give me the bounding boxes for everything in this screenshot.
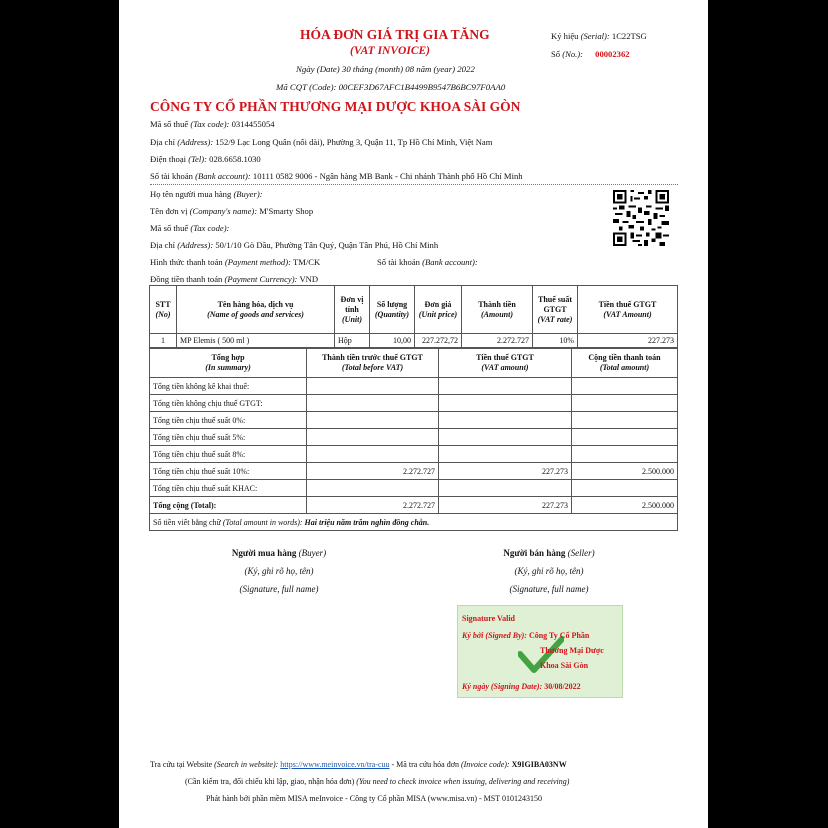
qr-code [613,190,669,246]
summary-header-total: Cộng tiền thanh toán (Total amount) [572,349,678,378]
summary-header-row [150,349,678,378]
buyer-bank-account: Số tài khoản (Bank account): [377,257,478,267]
item-name: MP Elemis ( 500 ml ) [177,334,335,348]
table-row: Tổng tiền chịu thuế suất 10%: 2.272.727 227.273 2.500.000 [150,463,678,480]
digital-signature-box [457,605,623,698]
header-amount: Thành tiền (Amount) [462,286,533,334]
lookup-link[interactable]: https://www.meinvoice.vn/tra-cuu [280,760,390,769]
buyer-name: Họ tên người mua hàng (Buyer): [150,189,263,199]
seller-tax-code: Mã số thuế (Tax code): 0314455054 [150,119,275,129]
table-row [150,334,678,348]
summary-header-before: Thành tiền trước thuế GTGT (Total before VAT) [307,349,439,378]
invoice-title: HÓA ĐƠN GIÁ TRỊ GIA TĂNG [300,27,490,42]
buyer-company: Tên đơn vị (Company's name): M'Smarty Shop [150,206,314,216]
item-qty: 10,00 [370,334,415,348]
header-qty: Số lượng (Quantity) [370,286,415,334]
items-header-row [150,286,678,334]
table-row: Tổng tiền không kê khai thuế: [150,378,678,395]
table-row: Tổng tiền chịu thuế suất 0%: [150,412,678,429]
item-unit: Hộp [335,334,370,348]
items-table [149,285,678,348]
seller-signature-block: Người bán hàng (Seller) (Ký, ghi rõ họ, tên) (Signature, full name) [503,548,595,594]
summary-header-label: Tổng hợp (In summary) [150,349,307,378]
header-name: Tên hàng hóa, dịch vụ (Name of goods and services) [177,286,335,334]
amount-in-words-row: Số tiền viết bằng chữ (Total amount in words): Hai triệu năm trăm nghìn đồng chẵn. [150,514,678,531]
header-unit: Đơn vị tính (Unit) [335,286,370,334]
buyer-signature-block: Người mua hàng (Buyer) (Ký, ghi rõ họ, tên) (Signature, full name) [231,548,327,594]
table-row: Tổng tiền chịu thuế suất KHAC: [150,480,678,497]
invoice-date: Ngày (Date) 30 tháng (month) 08 năm (year) 2022 [296,64,475,74]
item-vat-amount: 227.273 [578,334,678,348]
invoice-subtitle: (VAT INVOICE) [350,45,430,57]
table-row: Tổng tiền không chịu thuế GTGT: [150,395,678,412]
header-vat-amount: Tiền thuế GTGT (VAT Amount) [578,286,678,334]
seller-bank: Số tài khoản (Bank account): 10111 0582 9006 - Ngân hàng MB Bank - Chi nhánh Thành phố Hồ Chí Minh [150,171,523,181]
seller-name: CÔNG TY CỔ PHẦN THƯƠNG MẠI DƯỢC KHOA SÀI GÒN [150,99,521,114]
buyer-tax-code: Mã số thuế (Tax code): [150,223,230,233]
table-row: Tổng tiền chịu thuế suất 8%: [150,446,678,463]
header-no: STT (No) [150,286,177,334]
signature-status: Signature Valid [462,614,515,623]
summary-table [149,348,678,531]
number-field: Số (No.): 00002362 [551,49,630,59]
signed-by-line3: Khoa Sài Gòn [540,661,589,670]
signed-by-line2: Thương Mại Dược [540,646,604,655]
summary-header-vat: Tiền thuế GTGT (VAT amount) [439,349,572,378]
check-note: (Cần kiểm tra, đối chiếu khi lập, giao, nhận hóa đơn) (You need to check invoice when issuing, delivering and receiving) [185,777,570,786]
payment-currency: Đồng tiền thanh toán (Payment Currency): VND [150,274,319,284]
header-price: Đơn giá (Unit price) [415,286,462,334]
summary-total-row: Tổng cộng (Total): 2.272.727 227.273 2.500.000 [150,497,678,514]
invoice-page [119,0,708,828]
signing-date: Ký ngày (Signing Date): 30/08/2022 [462,682,581,691]
payment-method: Hình thức thanh toán (Payment method): TM/CK [150,257,321,267]
seller-address: Địa chỉ (Address): 152/9 Lạc Long Quân (nối dài), Phường 3, Quận 11, Tp Hồ Chí Minh, Việt Nam [150,137,493,147]
serial-field: Ký hiệu (Serial): 1C22TSG [551,31,647,41]
item-price: 227.272,72 [415,334,462,348]
cqt-code: Mã CQT (Code): 00CEF3D67AFC1B4499B9547B6BC97F0AA0 [276,82,506,92]
seller-phone: Điện thoại (Tel): 028.6658.1030 [150,154,261,164]
item-vat-rate: 10% [533,334,578,348]
lookup-line: Tra cứu tại Website (Search in website): https://www.meinvoice.vn/tra-cuu - Mã tra cứu hóa đơn (Invoice code): X9IGIBA03NW [150,760,567,769]
publisher-line: Phát hành bởi phần mềm MISA meInvoice - Công ty Cổ phần MISA (www.misa.vn) - MST 0101243150 [206,794,542,803]
item-no: 1 [150,334,177,348]
header-vat-rate: Thuế suất GTGT (VAT rate) [533,286,578,334]
item-amount: 2.272.727 [462,334,533,348]
table-row: Tổng tiền chịu thuế suất 5%: [150,429,678,446]
divider [150,184,678,185]
buyer-address: Địa chỉ (Address): 50/1/10 Gò Dầu, Phường Tân Quý, Quận Tân Phú, Hồ Chí Minh [150,240,439,250]
signed-by: Ký bởi (Signed By): Công Ty Cổ Phần [462,631,590,640]
